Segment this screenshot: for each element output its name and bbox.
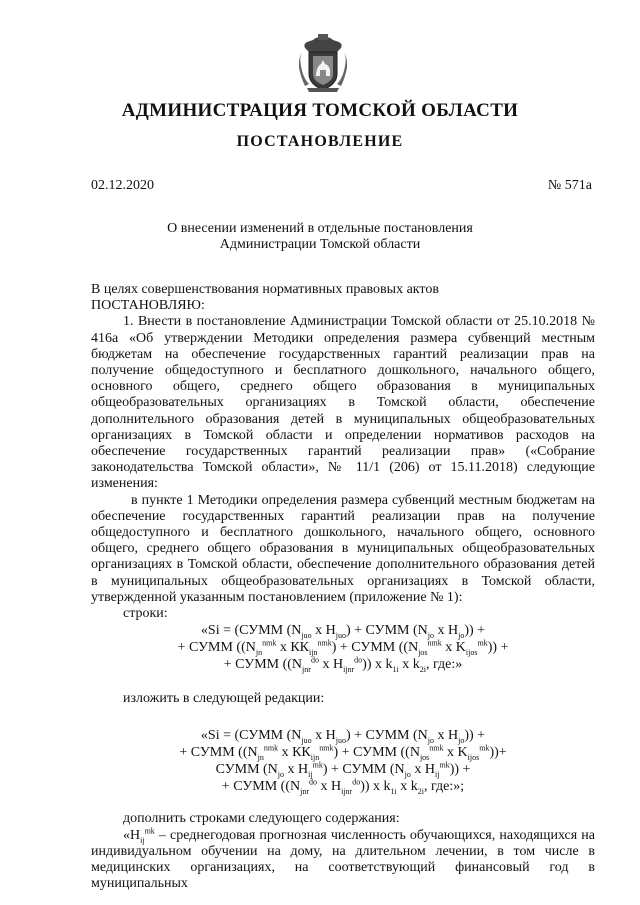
document-number: № 571а xyxy=(547,178,592,193)
formula-new-line-2: + СУММ (($N_{jn}^{nmk}$ х $КК_{ijn}^{nmk}$) + СУММ (($N_{jos}^{nmk}$ х $K_{ijos}^{mk}))+$ xyxy=(179,743,507,763)
document-date: 02.12.2020 xyxy=(91,178,154,193)
formula-old xyxy=(91,622,595,673)
document-type-heading: ПОСТАНОВЛЕНИЕ xyxy=(236,133,404,150)
resolve-heading: ПОСТАНОВЛЯЮ: xyxy=(91,298,205,314)
formula-old-line-2: + СУММ (($N_{jn}^{nmk}$ х $КК_{ijn}^{nmk}$) + СУММ (($N_{jos}^{nmk}$ х $K_{ijos}^{mk}$)) + xyxy=(177,638,509,658)
document-subject xyxy=(0,221,640,253)
formula-old-line-3: + СУММ (($N_{jnr}^{do}$ х $H_{ijnr}^{do}$)) х $k_{1i}$ х $k_{2i}$, где:» xyxy=(223,655,463,675)
formula-old-line-1: «Si = (СУММ ($N_{juo}$ х $H_{juo}$) + СУММ ($N_{jo}$ х $H_{jo}$)) + xyxy=(200,623,486,641)
document-body xyxy=(91,282,595,892)
preamble-text: В целях совершенствования нормативных правовых актов xyxy=(91,282,439,297)
subject-line-1: О внесении изменений в отдельные постановления xyxy=(167,221,473,236)
formula-new-line-3: СУММ ($N_{jo}$ х $H_{ij}^{mk}$) + СУММ ($N_{jo}$ х $H_{ij}^{mk}$)) + xyxy=(215,760,471,780)
formula-new-line-4: + СУММ (($N_{jnr}^{do}$ х $H_{ijnr}^{do}$)) х $k_{1i}$ х $k_{2i}$, где:»; xyxy=(221,777,465,797)
subject-line-2: Администрации Томской области xyxy=(219,237,421,252)
supplement-label: дополнить строками следующего содержания: xyxy=(123,811,400,827)
point-1-paragraph: в пункте 1 Методики определения размера субвенций местным бюджетам на обеспечение государственных гарантий реализации прав на получение общедоступного и бесплатного дошкольного, начального общего, основного общего, среднего общего образования в муниципальных общеобразовательных организациях в Томской области, обеспечение дополнительного образования детей в муниципальных общеобразовательных организациях в Томской области, утвержденной указанным постановлением (приложение № 1): xyxy=(91,492,595,605)
item-1-paragraph: 1. Внести в постановление Администрации Томской области от 25.10.2018 № 416а «Об утверждении Методики определения размера субвенций местным бюджетам на обеспечение государственных гарантий реализации прав на получение общедоступного и бесплатного дошкольного, начального общего, основного общего, среднего общего образования в муниципальных общеобразовательных организациях в Томской области, обеспечение дополнительного образования детей в муниципальных общеобразовательных организациях в Томской области и определении нормативов расходов на обеспечение государственных гарантий реализации прав» («Собрание законодательства Томской области», № 11/1 (206) от 15.11.2018) следующие изменения: xyxy=(91,314,595,492)
definition-paragraph: «$H_{ij}^{mk}$ – среднегодовая прогнозная численность обучающихся, находящихся на индивидуальном обучении на дому, на длительном лечении, в том числе в медицинских организациях, на соответствующий финансовый год в муниципальных xyxy=(91,826,595,892)
formula-new xyxy=(91,727,595,795)
coat-of-arms-emblem xyxy=(299,34,347,92)
edit-label: изложить в следующей редакции: xyxy=(123,691,325,707)
organization-title: АДМИНИСТРАЦИЯ ТОМСКОЙ ОБЛАСТИ xyxy=(121,100,519,121)
formula-new-line-1: «Si = (СУММ ($N_{juo}$ х $H_{juo}$) + СУММ ($N_{jo}$ х $H_{jo}$)) + xyxy=(200,728,486,746)
lines-label: строки: xyxy=(123,606,168,622)
